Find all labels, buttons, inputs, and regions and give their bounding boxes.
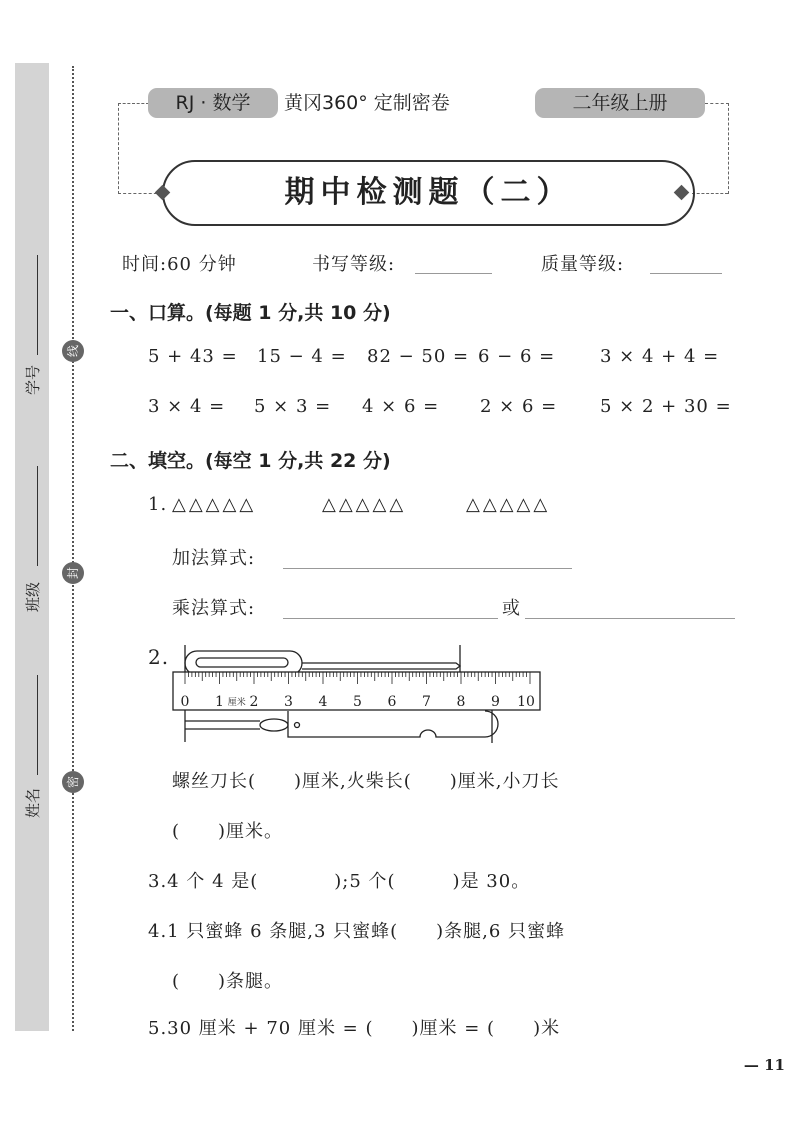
- equation: 2 × 6 =: [480, 396, 558, 417]
- ruler-label: 6: [387, 694, 397, 710]
- writing-grade-field[interactable]: [415, 273, 492, 274]
- addition-answer-field[interactable]: [283, 568, 572, 569]
- quality-grade-label: 质量等级:: [541, 254, 625, 275]
- quality-grade-field[interactable]: [650, 273, 722, 274]
- question-text: 螺丝刀长( )厘米,火柴长( )厘米,小刀长: [172, 771, 560, 792]
- question-number: 2.: [148, 645, 170, 669]
- ruler-label: 2: [249, 694, 259, 710]
- question-text: ( )厘米。: [172, 821, 284, 842]
- multiplication-answer-field-2[interactable]: [525, 618, 735, 619]
- seal-mark: 密: [62, 771, 84, 793]
- ruler-label: 7: [422, 694, 431, 710]
- question-text: 5.30 厘米 + 70 厘米 = ( )厘米 = ( )米: [148, 1018, 561, 1039]
- seal-mark: 封: [62, 562, 84, 584]
- triangle-group: △△△△△: [322, 494, 407, 515]
- knife: [288, 711, 498, 737]
- ruler-label: 10: [517, 694, 535, 710]
- page-number: — 11: [743, 1056, 785, 1074]
- ruler-label: 0: [180, 694, 190, 710]
- triangle-group: △△△△△: [466, 494, 551, 515]
- writing-grade-label: 书写等级:: [312, 254, 396, 275]
- ruler-label: 8: [456, 694, 466, 710]
- ruler-label: 4: [318, 694, 328, 710]
- equation: 3 × 4 + 4 =: [600, 346, 720, 367]
- grade-badge: 二年级上册: [535, 88, 705, 118]
- addition-label: 加法算式:: [172, 548, 256, 569]
- ruler-unit: 厘米: [227, 698, 246, 708]
- multiplication-answer-field[interactable]: [283, 618, 498, 619]
- equation: 4 × 6 =: [362, 396, 440, 417]
- equation: 5 × 2 + 30 =: [600, 396, 732, 417]
- equation: 82 − 50 =: [367, 346, 470, 367]
- ruler-label: 3: [284, 694, 293, 710]
- equation: 5 + 43 =: [148, 346, 238, 367]
- time-info: 时间:60 分钟: [122, 254, 237, 275]
- equation: 5 × 3 =: [254, 396, 332, 417]
- question-number: 1.: [148, 494, 168, 515]
- subject-badge: RJ · 数学: [148, 88, 278, 118]
- class-label: 班级: [24, 581, 42, 612]
- section1-heading: 一、口算。(每题 1 分,共 10 分): [110, 302, 391, 324]
- equation: 15 − 4 =: [257, 346, 347, 367]
- seal-mark: 线: [62, 340, 84, 362]
- ruler-label: 1: [215, 694, 224, 710]
- question-text: 3.4 个 4 是( );5 个( )是 30。: [148, 871, 531, 892]
- ruler-label: 9: [491, 694, 500, 710]
- match-head: [260, 719, 288, 731]
- equation: 6 − 6 =: [478, 346, 556, 367]
- equation: 3 × 4 =: [148, 396, 226, 417]
- question-text: ( )条腿。: [172, 971, 284, 992]
- ruler-figure: [170, 645, 545, 745]
- page-title: 期中检测题（二）: [162, 160, 695, 226]
- student-id-label: 学号: [24, 364, 42, 395]
- multiplication-label: 乘法算式:: [172, 598, 256, 619]
- binding-strip: [15, 63, 49, 1031]
- or-label: 或: [502, 598, 521, 619]
- seal-line: [72, 66, 74, 1031]
- section2-heading: 二、填空。(每空 1 分,共 22 分): [110, 450, 391, 472]
- question-text: 4.1 只蜜蜂 6 条腿,3 只蜜蜂( )条腿,6 只蜜蜂: [148, 921, 566, 942]
- triangle-group: △△△△△: [172, 494, 257, 515]
- name-label: 姓名: [24, 787, 42, 818]
- ruler-label: 5: [353, 694, 362, 710]
- brand-text: 黄冈360° 定制密卷: [284, 92, 450, 114]
